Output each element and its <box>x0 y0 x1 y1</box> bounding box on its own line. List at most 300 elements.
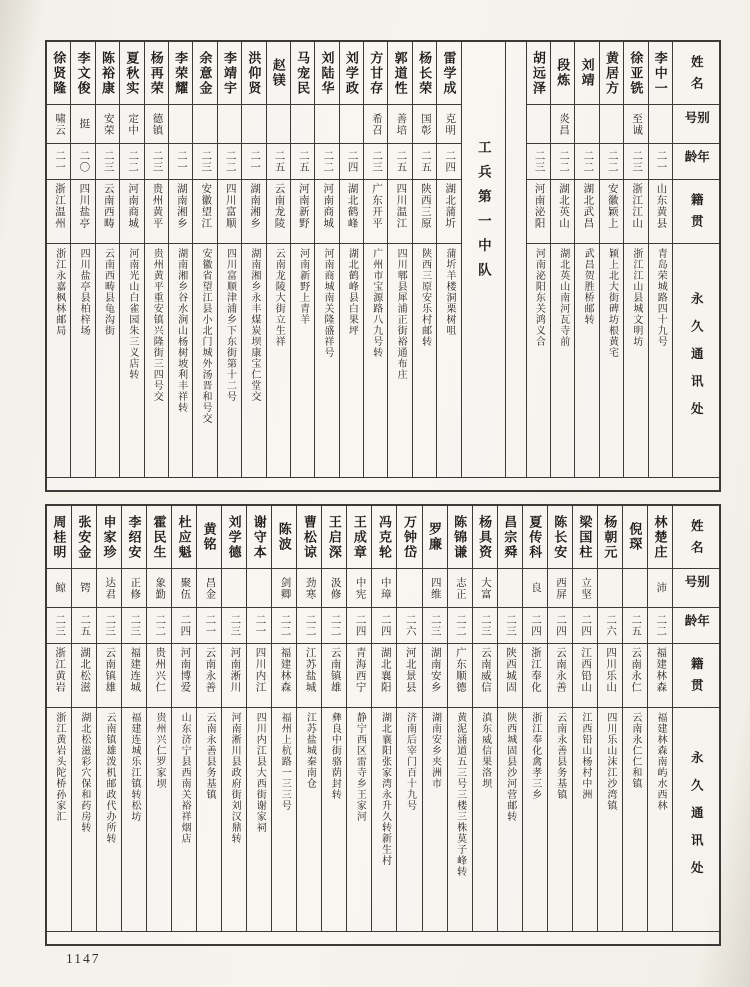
age-cell <box>347 608 371 644</box>
age-cell <box>624 144 647 180</box>
alias-cell-text: 定中 <box>127 112 139 136</box>
address-cell-text: 湖北鹤峰县白果坪 <box>346 248 358 336</box>
age-cell-text: 二三 <box>631 150 643 173</box>
name-cell <box>448 506 472 569</box>
name-cell <box>291 42 314 105</box>
name-cell <box>322 506 346 569</box>
age-cell-text: 二三 <box>229 614 241 637</box>
name-cell <box>197 506 221 569</box>
alias-cell <box>364 105 387 144</box>
address-cell <box>291 244 314 477</box>
age-cell-text: 二二 <box>582 150 594 173</box>
native-place-cell-text: 浙江黄岩 <box>54 647 66 693</box>
address-cell <box>145 244 168 477</box>
address-cell <box>267 244 290 477</box>
address-cell <box>413 244 436 477</box>
age-cell <box>247 608 271 644</box>
alias-cell-text: 大富 <box>479 576 491 600</box>
alias-cell <box>172 569 196 608</box>
alias-cell <box>448 569 472 608</box>
native-place-cell <box>71 180 94 244</box>
age-cell-text: 二一 <box>249 150 261 173</box>
name-cell <box>169 42 192 105</box>
age-cell <box>388 144 411 180</box>
age-cell-text: 二五 <box>273 150 285 173</box>
name-cell-text: 刘学政 <box>343 50 359 96</box>
alias-cell <box>218 105 241 144</box>
header-row-label: 姓名 <box>689 54 704 98</box>
empty-cell <box>506 42 526 477</box>
address-cell <box>347 708 371 931</box>
age-cell <box>523 608 547 644</box>
alias-cell <box>648 569 672 608</box>
name-cell-text: 李绍安 <box>126 514 142 560</box>
native-place-cell-text: 湖北襄阳 <box>379 647 391 693</box>
native-place-cell-text: 云南永善 <box>555 647 567 693</box>
header-row-label: 永久通讯处 <box>689 750 704 889</box>
address-cell <box>218 244 241 477</box>
address-cell <box>340 244 363 477</box>
header-row-label: 籍贯 <box>689 657 704 700</box>
native-place-cell <box>322 644 346 708</box>
header-column <box>672 42 719 477</box>
age-cell <box>72 608 96 644</box>
age-cell-text: 二三 <box>371 150 383 173</box>
name-cell-text: 陈波 <box>276 522 292 552</box>
name-cell <box>649 42 672 105</box>
address-cell <box>71 244 94 477</box>
name-cell <box>600 42 623 105</box>
name-cell-text: 周桂明 <box>51 514 67 560</box>
age-cell-text: 二〇 <box>78 150 90 173</box>
name-cell <box>47 42 70 105</box>
alias-cell <box>147 569 171 608</box>
age-cell-text: 二二 <box>279 614 291 637</box>
address-cell-text: 云南永善县务基镇 <box>554 712 566 800</box>
address-cell-text: 四川内江县大西街谢家祠 <box>254 712 266 833</box>
native-place-cell <box>448 644 472 708</box>
address-cell <box>388 244 411 477</box>
native-place-cell-text: 四川乐山 <box>605 647 617 693</box>
age-cell <box>397 608 421 644</box>
name-cell-text: 昌宗舜 <box>502 514 518 560</box>
name-cell-text: 赵镁 <box>270 58 286 88</box>
age-cell-text: 二四 <box>444 150 456 173</box>
address-cell <box>448 708 472 931</box>
age-cell-text: 二六 <box>404 614 416 637</box>
address-cell-text: 浙江黄岩头陀桥孙家汇 <box>53 712 65 822</box>
address-cell-text: 武昌贺胜桥邮转 <box>582 248 594 325</box>
native-place-cell-text: 贵州兴仁 <box>154 647 166 693</box>
native-place-cell-text: 河南商城 <box>127 183 139 229</box>
name-cell-text: 杨再荣 <box>148 50 164 96</box>
name-cell <box>218 42 241 105</box>
name-cell-text: 刘学德 <box>226 514 242 560</box>
address-cell-text: 彝良中街骆荫封转 <box>329 712 341 800</box>
header-native-place-cell <box>673 644 719 708</box>
person-column <box>196 506 221 931</box>
native-place-cell <box>551 180 574 244</box>
name-cell <box>523 506 547 569</box>
native-place-cell-text: 陕西三原 <box>419 183 431 229</box>
address-cell-text: 静宁西区雷寺乡王家河 <box>354 712 366 822</box>
age-cell <box>96 144 119 180</box>
person-column <box>314 42 338 477</box>
name-cell-text: 杨具资 <box>477 514 493 560</box>
person-column <box>647 506 672 931</box>
alias-cell-text: 立坚 <box>580 576 592 600</box>
address-cell <box>172 708 196 931</box>
age-cell-text: 二二 <box>606 150 618 173</box>
spacer-column <box>505 42 526 477</box>
age-cell-text: 二三 <box>429 614 441 637</box>
native-place-cell-text: 云南西畴 <box>102 183 114 229</box>
header-column <box>672 506 719 931</box>
age-cell <box>71 144 94 180</box>
age-cell-text: 二一 <box>254 614 266 637</box>
name-cell-text: 林楚庄 <box>652 514 668 560</box>
name-cell <box>267 42 290 105</box>
person-column <box>422 506 447 931</box>
person-column <box>192 42 216 477</box>
native-place-cell-text: 河南泌阳 <box>533 183 545 229</box>
age-cell <box>551 144 574 180</box>
unit-label: 工兵第一中队 <box>475 140 491 287</box>
address-cell-text: 湖南安乡夹洲市 <box>429 712 441 789</box>
age-cell <box>97 608 121 644</box>
alias-cell <box>193 105 216 144</box>
header-alias-cell <box>673 105 719 144</box>
age-cell-text: 二一 <box>204 614 216 637</box>
native-place-cell <box>527 180 550 244</box>
unit-label-column <box>461 42 505 477</box>
name-cell <box>388 42 411 105</box>
age-cell <box>291 144 314 180</box>
age-cell <box>322 608 346 644</box>
person-column <box>71 506 96 931</box>
address-cell <box>527 244 550 477</box>
address-cell <box>297 708 321 931</box>
alias-cell <box>340 105 363 144</box>
native-place-cell-text: 湖北英山 <box>557 183 569 229</box>
age-cell <box>197 608 221 644</box>
age-cell-text: 二四 <box>179 614 191 637</box>
age-cell <box>575 144 598 180</box>
address-cell-text: 陕西三原安乐村邮转 <box>419 248 431 347</box>
header-row-label: 年龄 <box>683 614 710 636</box>
age-cell-text: 二四 <box>346 150 358 173</box>
age-cell <box>267 144 290 180</box>
alias-cell-text: 克明 <box>444 112 456 136</box>
header-row-label: 别号 <box>683 111 710 133</box>
age-cell <box>315 144 338 180</box>
age-cell <box>372 608 396 644</box>
address-cell <box>423 708 447 931</box>
name-cell-text: 雷学成 <box>441 50 457 96</box>
alias-cell <box>573 569 597 608</box>
header-row-label: 姓名 <box>689 518 704 562</box>
person-column <box>217 42 241 477</box>
native-place-cell <box>218 180 241 244</box>
address-cell <box>648 708 672 931</box>
age-cell <box>242 144 265 180</box>
header-row-label: 永久通讯处 <box>689 291 704 430</box>
native-place-cell-text: 山东黄县 <box>655 183 667 229</box>
native-place-cell-text: 河南博爱 <box>179 647 191 693</box>
address-cell <box>97 708 121 931</box>
address-cell-text: 江西铅山杨村中洲 <box>579 712 591 800</box>
name-cell <box>72 506 96 569</box>
address-cell-text: 云南西畴县龟沟街 <box>102 248 114 336</box>
age-cell <box>120 144 143 180</box>
age-cell <box>122 608 146 644</box>
person-column <box>121 506 146 931</box>
name-cell-text: 马宠民 <box>295 50 311 96</box>
person-column <box>47 42 70 477</box>
address-cell <box>197 708 221 931</box>
name-cell-text: 霍民生 <box>151 514 167 560</box>
address-cell-text: 颖上北大街碑坊根黄宅 <box>606 248 618 358</box>
alias-cell-text: 志正 <box>454 576 466 600</box>
age-cell <box>272 608 296 644</box>
address-cell <box>222 708 246 931</box>
native-place-cell-text: 四川内江 <box>254 647 266 693</box>
address-cell-text: 湖北松滋彩穴保和药房转 <box>78 712 90 833</box>
native-place-cell-text: 云南永善 <box>204 647 216 693</box>
alias-cell <box>120 105 143 144</box>
age-cell-text: 二五 <box>419 150 431 173</box>
native-place-cell <box>147 644 171 708</box>
alias-cell <box>548 569 572 608</box>
name-cell <box>272 506 296 569</box>
alias-cell-text: 沛 <box>655 582 667 594</box>
alias-cell <box>222 569 246 608</box>
header-age-cell <box>673 608 719 644</box>
alias-cell <box>600 105 623 144</box>
native-place-cell-text: 四川富顺 <box>224 183 236 229</box>
native-place-cell <box>120 180 143 244</box>
name-cell <box>372 506 396 569</box>
name-cell-text: 王成章 <box>351 514 367 560</box>
native-place-cell-text: 河南商城 <box>322 183 334 229</box>
age-cell-text: 二二 <box>655 614 667 637</box>
native-place-cell <box>598 644 622 708</box>
address-cell <box>523 708 547 931</box>
address-cell <box>122 708 146 931</box>
native-place-cell-text: 云南永仁 <box>630 647 642 693</box>
native-place-cell-text: 贵州黄平 <box>151 183 163 229</box>
native-place-cell-text: 河南新野 <box>297 183 309 229</box>
name-cell-text: 陈长安 <box>552 514 568 560</box>
alias-cell <box>498 569 522 608</box>
name-cell <box>624 42 647 105</box>
name-cell-text: 胡远泽 <box>530 50 546 96</box>
person-column <box>47 506 71 931</box>
alias-cell-text: 至诚 <box>631 112 643 136</box>
address-cell <box>573 708 597 931</box>
address-cell <box>649 244 672 477</box>
native-place-cell <box>397 644 421 708</box>
name-cell <box>648 506 672 569</box>
age-cell-text: 二一 <box>655 150 667 173</box>
name-cell <box>222 506 246 569</box>
age-cell <box>340 144 363 180</box>
person-column <box>363 42 387 477</box>
name-cell-text: 夏秋实 <box>124 50 140 96</box>
age-cell <box>498 608 522 644</box>
native-place-cell <box>222 644 246 708</box>
native-place-cell <box>272 644 296 708</box>
alias-cell-text: 达君 <box>104 576 116 600</box>
address-cell <box>247 708 271 931</box>
person-column <box>547 506 572 931</box>
address-cell <box>575 244 598 477</box>
native-place-cell <box>297 644 321 708</box>
alias-cell-text: 昌金 <box>204 576 216 600</box>
age-cell-text: 二二 <box>154 614 166 637</box>
alias-cell-text: 中宪 <box>354 576 366 600</box>
native-place-cell <box>413 180 436 244</box>
address-cell <box>598 708 622 931</box>
address-cell <box>193 244 216 477</box>
name-cell <box>598 506 622 569</box>
name-cell <box>623 506 647 569</box>
name-cell-text: 张安金 <box>76 514 92 560</box>
roster-columns-top <box>47 42 719 477</box>
age-cell-text: 二一 <box>53 150 65 173</box>
native-place-cell <box>623 644 647 708</box>
name-cell <box>122 506 146 569</box>
native-place-cell <box>169 180 192 244</box>
address-cell-text: 福建连城乐江镇转松坊 <box>128 712 140 822</box>
age-cell-text: 二二 <box>304 614 316 637</box>
table-footer-strip <box>47 477 719 490</box>
alias-cell <box>527 105 550 144</box>
address-cell <box>120 244 143 477</box>
person-column <box>290 42 314 477</box>
native-place-cell <box>364 180 387 244</box>
address-cell-text: 河南商城南关隆盛祥号 <box>322 248 333 358</box>
native-place-cell <box>96 180 119 244</box>
age-cell <box>423 608 447 644</box>
alias-cell-text: 中璋 <box>379 576 391 600</box>
alias-cell <box>423 569 447 608</box>
age-cell <box>598 608 622 644</box>
alias-cell <box>72 569 96 608</box>
age-cell <box>548 608 572 644</box>
alias-cell <box>624 105 647 144</box>
name-cell <box>573 506 597 569</box>
name-cell-text: 黄铭 <box>201 522 217 552</box>
name-cell-text: 王启深 <box>326 514 342 560</box>
address-cell-text: 青岛荣城路四十九号 <box>655 248 667 347</box>
name-cell-text: 罗廉 <box>427 522 443 552</box>
alias-cell <box>145 105 168 144</box>
person-column <box>119 42 143 477</box>
age-cell-text: 二三 <box>200 150 212 173</box>
address-cell-text: 云南镇雄泼机邮政代办所转 <box>103 712 115 844</box>
name-cell-text: 方甘存 <box>368 50 384 96</box>
person-column <box>447 506 472 931</box>
alias-cell-text: 劲寒 <box>304 576 316 600</box>
native-place-cell-text: 广东顺德 <box>454 647 466 693</box>
alias-cell-text: 汲修 <box>329 576 341 600</box>
alias-cell <box>322 569 346 608</box>
name-cell-text: 曹松谅 <box>301 514 317 560</box>
address-cell <box>600 244 623 477</box>
native-place-cell-text: 江苏盐城 <box>304 647 316 693</box>
address-cell-text: 浙江江山县城文明坊 <box>630 248 642 347</box>
age-cell-text: 二二 <box>322 150 334 173</box>
person-column <box>599 42 623 477</box>
person-column <box>171 506 196 931</box>
native-place-cell <box>197 644 221 708</box>
name-cell <box>247 506 271 569</box>
person-column <box>95 42 119 477</box>
address-cell <box>96 244 119 477</box>
address-cell <box>364 244 387 477</box>
native-place-cell <box>347 644 371 708</box>
native-place-cell <box>242 180 265 244</box>
native-place-cell-text: 四川温江 <box>395 183 407 229</box>
alias-cell <box>169 105 192 144</box>
address-cell <box>272 708 296 931</box>
age-cell-text: 二二 <box>454 614 466 637</box>
address-cell <box>437 244 460 477</box>
native-place-cell-text: 湖北蒲圻 <box>444 183 456 229</box>
person-column <box>497 506 522 931</box>
native-place-cell <box>423 644 447 708</box>
native-place-cell-text: 福建林森 <box>279 647 291 693</box>
address-cell-text: 湖南湘乡谷水涧山杨树坡利丰祥转 <box>175 248 187 413</box>
address-cell-text: 云南永仁仁和镇 <box>629 712 641 789</box>
native-place-cell <box>575 180 598 244</box>
person-column <box>522 506 547 931</box>
address-cell-text: 湖北襄阳张家湾永升久转新生村 <box>379 712 391 866</box>
person-column <box>146 506 171 931</box>
native-place-cell <box>122 644 146 708</box>
address-cell <box>397 708 421 931</box>
name-cell <box>47 506 71 569</box>
address-cell-text: 河南泌阳东关鸿义合 <box>533 248 545 347</box>
age-cell <box>172 608 196 644</box>
table-footer-strip <box>47 931 719 944</box>
age-cell <box>649 144 672 180</box>
age-cell <box>527 144 550 180</box>
age-cell-text: 二三 <box>129 614 141 637</box>
person-column <box>271 506 296 931</box>
name-cell-text: 谢守本 <box>251 514 267 560</box>
name-cell-text: 洪仰贤 <box>246 50 262 96</box>
name-cell <box>397 506 421 569</box>
age-cell-text: 二三 <box>104 614 116 637</box>
native-place-cell-text: 青海西宁 <box>354 647 366 693</box>
age-cell-text: 二四 <box>379 614 391 637</box>
alias-cell <box>71 105 94 144</box>
person-column <box>412 42 436 477</box>
alias-cell <box>437 105 460 144</box>
person-column <box>70 42 94 477</box>
address-cell-text: 山东济宁县西南关裕祥烟店 <box>179 712 191 844</box>
name-cell-text: 郭道性 <box>392 50 408 96</box>
name-cell-text: 徐贤隆 <box>51 50 67 96</box>
name-cell-text: 余意金 <box>197 50 213 96</box>
address-cell-text: 四川富顺津浦乡下东街第十二号 <box>224 248 236 402</box>
name-cell-text: 李荣耀 <box>173 50 189 96</box>
name-cell-text: 梁国柱 <box>577 514 593 560</box>
age-cell-text: 二五 <box>79 614 91 637</box>
name-cell <box>145 42 168 105</box>
